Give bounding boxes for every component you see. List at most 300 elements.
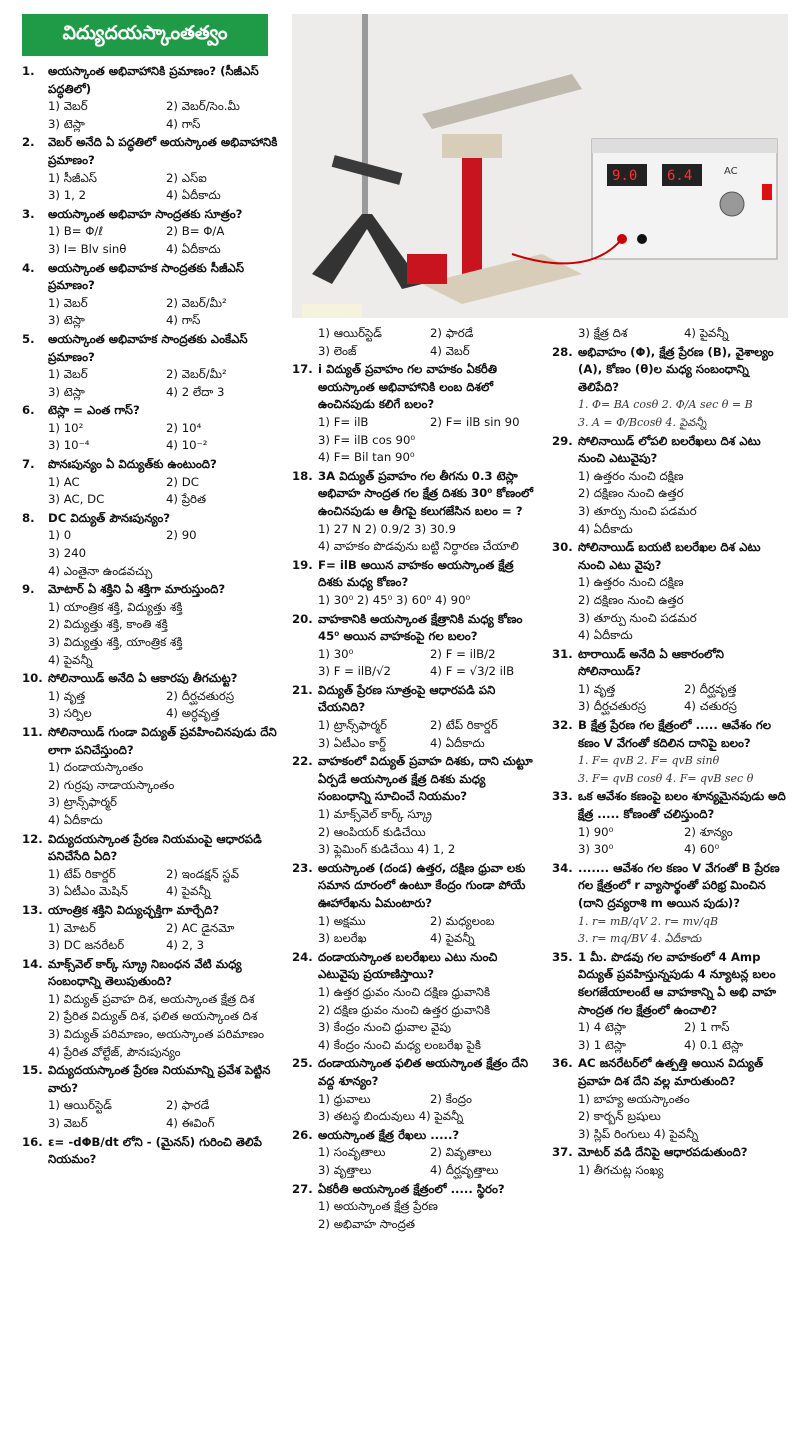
question-block xyxy=(22,1062,284,1132)
option: 1) ట్రాన్స్‌ఫార్మర్ xyxy=(318,718,387,733)
question xyxy=(292,468,542,521)
question-text: అయస్కాంత అభివాహానికి ప్రమాణం? (సీజీఎస్ పద్ధతిలో) xyxy=(48,64,259,96)
question-block xyxy=(552,325,790,343)
option: 4) ఈవింగ్ xyxy=(166,1116,215,1131)
options xyxy=(292,717,542,752)
option: 1) సంవృతాలు xyxy=(318,1145,386,1160)
question-text: ....... ఆవేశం గల కణం V వేగంతో B ప్రేరణ గల క్షేత్రంలో r వ్యాసార్థంతో పరిభ్ర మించిన (దాని ద్రవ్యరాశి m అయిన పుడు)? xyxy=(578,860,780,910)
option: 4) ఎంతైనా ఉండవచ్చు xyxy=(48,563,153,578)
question xyxy=(552,860,790,913)
question-block xyxy=(292,557,542,610)
option-row xyxy=(48,98,284,116)
options xyxy=(552,1162,790,1180)
option: 2) అభివాహ సాంద్రత xyxy=(318,1216,415,1231)
option-row xyxy=(578,698,790,716)
question-block xyxy=(22,206,284,259)
question-block xyxy=(552,344,790,432)
options xyxy=(292,325,542,360)
question-number: 24. xyxy=(292,949,313,964)
question xyxy=(22,206,284,224)
option: 3) లెంజ్ xyxy=(318,343,357,358)
options xyxy=(22,527,284,580)
option: 1) 90⁰ xyxy=(578,824,614,839)
options xyxy=(552,325,790,343)
option: 1) 30⁰ xyxy=(318,646,354,661)
option: 1) AC xyxy=(48,474,80,489)
option: 2) B= Φ/A xyxy=(166,224,225,239)
question xyxy=(22,956,284,991)
question-text: అయస్కాంత అభివాహక సాంద్రతకు ఎంకేఎస్ ప్రమాణం? xyxy=(48,331,248,364)
question-number: 9. xyxy=(22,582,35,597)
question-number: 2. xyxy=(22,135,35,150)
option: 2) వెబర్/మీ² xyxy=(166,367,227,382)
question-number: 36. xyxy=(552,1056,573,1071)
question-text: DC విద్యుత్ పౌనఃపున్యం? xyxy=(48,510,171,525)
options xyxy=(552,396,790,431)
option-row xyxy=(318,325,542,343)
option: 1) విద్యుత్ ప్రవాహ దిశ, అయస్కాంత క్షేత్ర దిశ xyxy=(48,991,255,1006)
question-number: 25. xyxy=(292,1056,313,1071)
question xyxy=(292,361,542,414)
question-number: 19. xyxy=(292,557,313,572)
options xyxy=(552,468,790,538)
option-row xyxy=(48,474,284,492)
option: 4) ఏదీకాదు xyxy=(166,241,221,256)
handwritten-option: 3. A = Φ/Bcosθ 4. పైవన్నీ xyxy=(578,415,707,429)
option: 3) ట్రాన్స్‌ఫార్మర్ xyxy=(48,795,117,810)
option: 1) ఉత్తరం నుంచి దక్షిణ xyxy=(578,468,684,483)
question xyxy=(552,539,790,574)
option: 2) కేంద్రం xyxy=(430,1091,472,1106)
option-row xyxy=(48,1115,284,1133)
option-row xyxy=(318,663,542,681)
option: 2) దక్షిణం నుంచి ఉత్తర xyxy=(578,592,684,607)
option-row xyxy=(318,1091,542,1109)
question-number: 13. xyxy=(22,902,43,917)
option-row xyxy=(318,913,542,931)
question xyxy=(292,949,542,984)
options xyxy=(552,913,790,948)
question-block xyxy=(292,468,542,556)
options xyxy=(292,806,542,859)
option-row xyxy=(318,735,542,753)
question-block xyxy=(22,331,284,401)
option: 3) టెస్లా xyxy=(48,384,85,399)
option: 1) తీగచుట్ల సంఖ్య xyxy=(578,1162,664,1177)
option: 3) విద్యుత్ పరిమాణం, అయస్కాంత పరిమాణం xyxy=(48,1027,265,1042)
option: 2) 90 xyxy=(166,528,197,543)
question xyxy=(22,331,284,366)
option: 2) ఫారడే xyxy=(430,326,474,340)
question-text: విద్యుత్ ప్రేరణ సూత్రంపై ఆధారపడి పని చేయనిది? xyxy=(318,682,496,715)
question-block xyxy=(552,1144,790,1179)
option: 2) ప్రేరిత విద్యుత్ దిశ, ఫలిత అయస్కాంత దిశ xyxy=(48,1009,258,1024)
question-text: F= ilB అయిన వాహకం అయస్కాంత క్షేత్ర దిశకు మధ్య కోణం? xyxy=(318,557,514,590)
question-block xyxy=(22,581,284,669)
question xyxy=(552,646,790,681)
option: 2) మధ్యలంబ xyxy=(430,913,495,928)
question-number: 20. xyxy=(292,611,313,626)
option: 1) 4 టెస్లా xyxy=(578,1020,626,1035)
option: 4) 10⁻² xyxy=(166,438,208,453)
option: 4) ఏదీకాదు xyxy=(578,521,633,536)
option: 4) ప్రేరిత వోల్టేజ్, పౌనఃపున్యం xyxy=(48,1044,181,1059)
option-row xyxy=(48,491,284,509)
question-number: 23. xyxy=(292,860,313,875)
question-text: 3A విద్యుత్ ప్రవాహం గల తీగను 0.3 టెస్లా అభివాహ సాంద్రత గల క్షేత్ర దిశకు 30⁰ కోణంలో ఉంచినపుడు ఆ తీగపై కలుగజేసిన బలం = ? xyxy=(318,468,534,518)
option: 4) 0.1 టెస్లా xyxy=(684,1037,744,1052)
option: 1) సీజీఎస్ xyxy=(48,170,97,185)
question-text: సోలినాయిడ్ గుండా విద్యుత్ ప్రవహించినపుడు దేని లాగా పనిచేస్తుంది? xyxy=(48,724,277,757)
question-block xyxy=(292,325,542,360)
option: 1) ధ్రువాలు xyxy=(318,1091,371,1106)
ac-label: AC xyxy=(724,166,738,177)
question-block xyxy=(22,956,284,1062)
option: 1) అక్షము xyxy=(318,913,366,928)
option-row xyxy=(48,366,284,384)
question-number: 8. xyxy=(22,510,35,525)
option: 2) దీర్ఘచతురస్ర xyxy=(166,688,235,703)
option: 1) ఉత్తర ధ్రువం నుంచి దక్షిణ ధ్రువానికి xyxy=(318,984,491,999)
question-text: అయస్కాంత అభివాహ సాంద్రతకు సూత్రం? xyxy=(48,206,243,221)
question-block xyxy=(552,433,790,539)
option: 1) వృత్త xyxy=(48,688,86,703)
question-text: విద్యుదయస్కాంత ప్రేరణ నియమంపై ఆధారపడి పనిచేసేది ఏది? xyxy=(48,831,262,864)
option: 1) వెబర్ xyxy=(48,99,88,114)
options xyxy=(22,366,284,401)
options xyxy=(292,414,542,467)
option: 2) దీర్ఘవృత్త xyxy=(684,681,737,696)
options xyxy=(292,984,542,1054)
question-text: సోలినాయిడ్ బయటి బలరేఖల దిశ ఎటు నుంచి ఎటు వైపు? xyxy=(578,540,761,572)
option: 3) ఏటీఎం కార్డ్ xyxy=(318,735,387,750)
question-block xyxy=(292,611,542,681)
question-text: వెబర్ అనేది ఏ పద్ధతిలో అయస్కాంత అభివాహానికి ప్రమాణం? xyxy=(48,135,278,167)
question-block xyxy=(292,949,542,1055)
option: 2) 1 గాస్ xyxy=(684,1020,730,1035)
options xyxy=(552,752,790,787)
option-row xyxy=(48,937,284,955)
options xyxy=(22,170,284,205)
meter-left-readout: 9.0 xyxy=(612,168,638,184)
question-block xyxy=(22,402,284,455)
question xyxy=(552,344,790,397)
option: 4) వెబర్ xyxy=(430,343,470,358)
question-number: 26. xyxy=(292,1127,313,1142)
option: 4) గాస్ xyxy=(166,313,201,328)
options xyxy=(22,991,284,1061)
option-row xyxy=(48,241,284,259)
option-row xyxy=(48,420,284,438)
meter-right-readout: 6.4 xyxy=(667,168,693,184)
handwritten-option: 3. F= qvB cosθ 4. F= qvB sec θ xyxy=(578,771,754,785)
question-block xyxy=(22,260,284,330)
question-text: ఏకరీతి అయస్కాంత క్షేత్రంలో ..... స్థిరం? xyxy=(318,1181,505,1196)
question-block xyxy=(552,860,790,948)
option-row xyxy=(318,1144,542,1162)
option: 4) కేంద్రం నుంచి మధ్య లంబరేఖ పైకి xyxy=(318,1037,481,1052)
option: 1) ఆయిర్‌స్టెడ్ xyxy=(318,326,382,340)
question xyxy=(22,1062,284,1097)
question xyxy=(22,456,284,474)
question-number: 15. xyxy=(22,1063,43,1078)
question xyxy=(22,670,284,688)
question-text: B క్షేత్ర ప్రేరణ గల క్షేత్రంలో ..... ఆవేశం గల కణం V వేగంతో కదిలిన దానిపై బలం? xyxy=(578,718,772,750)
option: 2) శూన్యం xyxy=(684,824,733,839)
option: 4) పైవన్నీ xyxy=(684,326,729,340)
option: 3) F = ilB/√2 xyxy=(318,664,391,679)
option: 2) వివృతాలు xyxy=(430,1145,492,1160)
question-text: టెస్లా = ఎంత గాస్? xyxy=(48,403,140,418)
option-row xyxy=(48,920,284,938)
option: 1) మోటర్ xyxy=(48,920,96,935)
option: 3) సర్పిల xyxy=(48,706,92,721)
options xyxy=(552,681,790,716)
question-text: ఒక ఆవేశం కణంపై బలం శూన్యమైనపుడు అది క్షేత్ర ..... కోణంతో చలిస్తుంది? xyxy=(578,789,786,822)
option-row xyxy=(318,414,542,432)
question-block xyxy=(292,1127,542,1180)
question-number: 33. xyxy=(552,789,573,804)
handwritten-option: 1. F= qvB 2. F= qvB sinθ xyxy=(578,754,720,768)
option: 4) చతురస్ర xyxy=(684,699,737,714)
question-text: దండాయస్కాంత బలరేఖలు ఎటు నుంచి ఎటువైపు ప్రయాణిస్తాయి? xyxy=(318,949,498,982)
option: 1) టేప్ రికార్డర్ xyxy=(48,866,116,881)
question xyxy=(292,557,542,592)
question xyxy=(292,1181,542,1199)
question-block xyxy=(292,682,542,752)
option: 3) AC, DC xyxy=(48,492,105,507)
options xyxy=(22,98,284,133)
question-number: 3. xyxy=(22,206,35,221)
question-text: పొనఃపున్యం ఏ విద్యుత్‌కు ఉంటుంది? xyxy=(48,457,217,472)
option-row xyxy=(578,325,790,343)
options xyxy=(292,1198,542,1233)
option: 3) ఫ్లెమింగ్ కుడిచేయి 4) 1, 2 xyxy=(318,842,456,857)
question-block xyxy=(22,63,284,133)
question-text: అయస్కాంత క్షేత్ర రేఖలు .....? xyxy=(318,1127,460,1142)
column-middle xyxy=(292,325,542,1233)
option: 1) 10² xyxy=(48,420,84,435)
apparatus-photo xyxy=(292,14,788,318)
option-row xyxy=(48,384,284,402)
question-text: AC జనరేటర్‌లో ఉత్పత్తి అయిన విద్యుత్ ప్రవాహ దిశ దేని వల్ల మారుతుంది? xyxy=(578,1056,764,1088)
option: 1) F= ilB xyxy=(318,414,369,429)
option: 2) వెబర్/సెం.మీ xyxy=(166,99,240,114)
question-number: 11. xyxy=(22,724,43,739)
option: 4) గాస్ xyxy=(166,116,201,131)
question-number: 17. xyxy=(292,362,313,377)
handwritten-option: 3. r= mq/BV 4. ఏదీకాదు xyxy=(578,932,702,946)
question-number: 12. xyxy=(22,831,43,846)
options xyxy=(22,295,284,330)
option: 4) పైవన్నీ xyxy=(430,931,475,946)
option: 2) F = ilB/2 xyxy=(430,646,496,661)
option: 2) ఆంపియర్ కుడిచేయి xyxy=(318,824,426,839)
apparatus-illustration xyxy=(292,14,788,318)
question-text: మోటార్ ఏ శక్తిని ఏ శక్తిగా మారుస్తుంది? xyxy=(48,582,226,597)
question xyxy=(552,1055,790,1090)
option: 3) తూర్పు నుంచి పడమర xyxy=(578,610,697,625)
option: 4) ఏదీకాదు xyxy=(166,188,221,203)
option-row xyxy=(578,1019,790,1037)
options xyxy=(22,223,284,258)
option: 2) కార్బన్ బ్రషులు xyxy=(578,1109,661,1124)
options xyxy=(22,474,284,509)
option-row xyxy=(48,688,284,706)
option-row xyxy=(48,883,284,901)
options xyxy=(292,1091,542,1126)
question xyxy=(22,831,284,866)
question xyxy=(292,860,542,913)
option: 3) 240 xyxy=(48,546,87,561)
option: 3) F= ilB cos 90⁰ xyxy=(318,432,416,447)
option-row xyxy=(48,527,284,545)
option: 3) స్లిప్ రింగులు 4) పైవన్నీ xyxy=(578,1126,699,1141)
option: 2) AC డైనమో xyxy=(166,920,235,935)
question xyxy=(22,134,284,169)
question-block xyxy=(552,788,790,858)
question-number: 6. xyxy=(22,403,35,418)
option: 4) దీర్ఘవృత్తాలు xyxy=(430,1162,499,1177)
option: 2) వెబర్/మీ² xyxy=(166,295,227,310)
option: 2) దక్షిణం నుంచి ఉత్తర xyxy=(578,486,684,501)
handwritten-option: 1. Φ= BA cosθ 2. Φ/A sec θ = B xyxy=(578,398,753,412)
option: 2) గుర్రపు నాడాయస్కాంతం xyxy=(48,777,175,792)
question-number: 37. xyxy=(552,1145,573,1160)
question xyxy=(292,753,542,806)
option: 1) వెబర్ xyxy=(48,367,88,382)
question xyxy=(22,581,284,599)
option: 3) క్షేత్ర దిశ xyxy=(578,326,628,340)
option-row xyxy=(318,717,542,735)
option-row xyxy=(48,116,284,134)
options xyxy=(552,1091,790,1144)
question-text: అయస్కాంత (దండ) ఉత్తర, దక్షిణ ధ్రువా లకు సమాన దూరంలో ఉంటూ కేంద్రం గుండా పోయే ఊహారేఖను ఏమంటారు? xyxy=(318,860,526,910)
option: 2) 10⁴ xyxy=(166,420,202,435)
question xyxy=(22,1134,284,1169)
option: 1) యాంత్రిక శక్తి, విద్యుత్తు శక్తి xyxy=(48,599,183,614)
option-row xyxy=(48,705,284,723)
question-block xyxy=(22,510,284,580)
option: 3) వృత్తాలు xyxy=(318,1162,372,1177)
option-row xyxy=(48,223,284,241)
option: 4) ప్రేరిత xyxy=(166,492,207,507)
options xyxy=(552,1019,790,1054)
question-number: 22. xyxy=(292,754,313,769)
question-number: 4. xyxy=(22,260,35,275)
question-text: విద్యుదయస్కాంత ప్రేరణ నియమాన్ని ప్రవేశ పెట్టిన వారు? xyxy=(48,1063,271,1095)
question-number: 31. xyxy=(552,646,573,661)
options xyxy=(22,920,284,955)
option: 4) పైవన్నీ xyxy=(166,884,211,899)
option: 4) ఏదీకాదు xyxy=(430,735,485,750)
question-number: 7. xyxy=(22,457,35,472)
question-block xyxy=(22,902,284,955)
question-text: వాహకానికి అయస్కాంత క్షేత్రానికి మధ్య కోణం 45⁰ అయిన వాహకంపై గల బలం? xyxy=(318,611,523,644)
question xyxy=(552,433,790,468)
option: 3) వెబర్ xyxy=(48,1116,88,1131)
option: 2) ఫారడే xyxy=(166,1098,210,1113)
option: 1) B= Φ/ℓ xyxy=(48,224,104,239)
question-text: టారాయిడ్ అనేది ఏ ఆకారంలోని సోలినాయిడ్? xyxy=(578,646,724,679)
option: 2) విద్యుత్తు శక్తి, కాంతి శక్తి xyxy=(48,617,168,632)
question-number: 18. xyxy=(292,468,313,483)
options xyxy=(22,420,284,455)
option: 2) DC xyxy=(166,474,199,489)
option: 3) 10⁻⁴ xyxy=(48,438,90,453)
question-number: 27. xyxy=(292,1181,313,1196)
option: 1) వృత్త xyxy=(578,681,616,696)
question-number: 32. xyxy=(552,718,573,733)
option: 3) I= Blv sinθ xyxy=(48,241,127,256)
question-number: 16. xyxy=(22,1134,43,1149)
column-right xyxy=(552,325,790,1180)
option: 4) 2, 3 xyxy=(166,938,205,953)
options xyxy=(22,759,284,829)
option: 1) దండాయస్కాంతం xyxy=(48,760,144,775)
question-text: మాక్స్‌వెల్ కార్క్ స్క్రూ నిబంధన వేటి మధ్య సంబంధాన్ని తెలుపుతుంది? xyxy=(48,956,242,989)
question xyxy=(552,717,790,752)
question-block xyxy=(552,1055,790,1143)
question-number: 28. xyxy=(552,344,573,359)
option: 1) మాక్స్‌వెల్ కార్క్ స్క్రూ xyxy=(318,807,432,822)
option: 1) ఉత్తరం నుంచి దక్షిణ xyxy=(578,575,684,590)
option-row xyxy=(318,930,542,948)
question xyxy=(22,902,284,920)
question-block xyxy=(552,646,790,716)
options xyxy=(292,1144,542,1179)
options xyxy=(22,599,284,669)
option: 4) ఏదీకాదు xyxy=(48,812,103,827)
option-row xyxy=(318,1162,542,1180)
question-block xyxy=(552,717,790,787)
question-block xyxy=(22,670,284,723)
question-text: మోటర్ వడి దేనిపై ఆధారపడుతుంది? xyxy=(578,1145,748,1160)
option: 2) ఎస్ఐ xyxy=(166,170,207,185)
question xyxy=(292,682,542,717)
question-number: 34. xyxy=(552,860,573,875)
option: 1) 27 N 2) 0.9/2 3) 30.9 xyxy=(318,521,456,536)
options xyxy=(292,592,542,610)
options xyxy=(22,866,284,901)
option: 3) 1, 2 xyxy=(48,188,87,203)
options xyxy=(292,913,542,948)
question-block xyxy=(22,831,284,901)
option: 4) ఏదీకాదు xyxy=(578,628,633,643)
option: 3) దీర్ఘచతురస్ర xyxy=(578,699,647,714)
question-block xyxy=(22,134,284,204)
option: 1) వెబర్ xyxy=(48,295,88,310)
question-text: వాహకంలో విద్యుత్ ప్రవాహ దిశకు, దాని చుట్టూ ఏర్పడే అయస్కాంత క్షేత్ర దిశకు మధ్య సంబంధాన్ని సూచించే నియమం? xyxy=(318,754,533,804)
options xyxy=(292,646,542,681)
option: 2) టేప్ రికార్డర్ xyxy=(430,718,498,733)
option: 1) ఆయిర్‌స్టెడ్ xyxy=(48,1098,112,1113)
question-block xyxy=(292,1181,542,1234)
question xyxy=(22,510,284,528)
question-text: అయస్కాంత అభివాహక సాంద్రతకు సీజీఎస్ ప్రమాణం? xyxy=(48,260,245,293)
option: 3) టెస్లా xyxy=(48,313,85,328)
question xyxy=(292,1127,542,1145)
option: 2) ఇండక్షన్ స్టవ్ xyxy=(166,866,239,881)
option-row xyxy=(578,1037,790,1055)
option: 3) టెస్లా xyxy=(48,116,85,131)
question-number: 21. xyxy=(292,682,313,697)
option: 4) అర్ధవృత్త xyxy=(166,706,220,721)
question-block xyxy=(292,860,542,948)
question-number: 1. xyxy=(22,64,35,78)
question-block xyxy=(22,1134,284,1169)
option-row xyxy=(48,866,284,884)
